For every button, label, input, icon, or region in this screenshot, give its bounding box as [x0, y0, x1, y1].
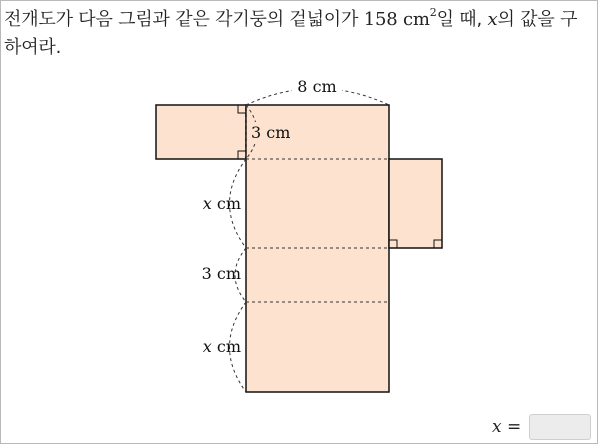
answer-variable: x: [492, 417, 502, 437]
question-text-before: 전개도가 다음 그림과 같은 각기둥의 겉넓이가: [4, 9, 364, 30]
right-side-face: [389, 159, 442, 248]
answer-input[interactable]: [529, 414, 591, 440]
question-text-after: 의 값을 구하여라.: [4, 9, 578, 58]
top-dimension-label: 8 cm: [297, 77, 337, 96]
left-label-3-variable: x: [202, 337, 212, 356]
net-faces: [156, 105, 442, 392]
left-dimension-label-3: [203, 337, 241, 356]
left-side-face: [156, 105, 246, 159]
left-label-1-unit: cm: [211, 194, 241, 213]
answer-equals: =: [507, 417, 522, 437]
answer-label: [492, 417, 521, 437]
left-label-3-unit: cm: [211, 337, 241, 356]
area-exponent: 2: [429, 6, 437, 19]
inner-dimension-label: 3 cm: [251, 123, 291, 142]
question-text-middle: 일 때,: [436, 9, 488, 30]
area-unit: cm: [403, 9, 430, 30]
left-label-2-unit: 3 cm: [201, 264, 241, 283]
left-label-1-variable: x: [202, 194, 212, 213]
answer-row: [492, 414, 591, 440]
left-dimension-label-1: [203, 194, 241, 213]
question-variable: x: [487, 9, 498, 30]
area-value: 158: [363, 9, 398, 30]
left-dimension-label-2: [202, 264, 241, 283]
